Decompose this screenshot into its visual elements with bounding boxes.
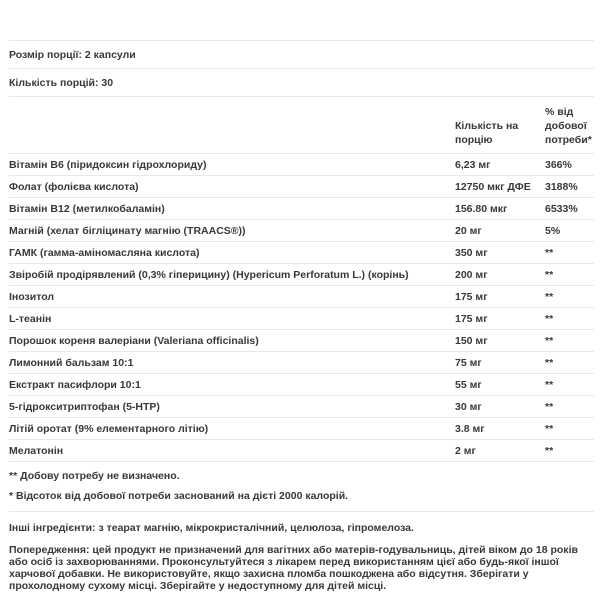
ingredient-name: Фолат (фолієва кислота) bbox=[9, 181, 139, 193]
ingredient-amount: 175 мг bbox=[455, 291, 488, 303]
ingredient-dv: 6533% bbox=[545, 203, 578, 215]
footnote-daily-value-basis: * Відсоток від добової потреби заснований на дієті 2000 калорій. bbox=[9, 490, 349, 502]
ingredient-dv: 3188% bbox=[545, 181, 578, 193]
ingredient-name: Магній (хелат бігліцинату магнію (TRAACS®)) bbox=[9, 225, 246, 237]
ingredient-row bbox=[9, 418, 594, 440]
ingredient-row bbox=[9, 198, 594, 220]
ingredient-name: Інозитол bbox=[9, 291, 55, 303]
ingredient-dv: 366% bbox=[545, 159, 572, 171]
ingredient-dv: 5% bbox=[545, 225, 561, 237]
ingredient-row bbox=[9, 374, 594, 396]
ingredient-dv: ** bbox=[545, 445, 554, 457]
ingredient-amount: 55 мг bbox=[455, 379, 482, 391]
ingredient-name: Мелатонін bbox=[9, 445, 64, 457]
ingredient-name: Екстракт пасифлори 10:1 bbox=[9, 379, 141, 391]
ingredient-dv: ** bbox=[545, 357, 554, 369]
other-ingredients-paragraph: Інші інгредієнти: з теарат магнію, мікрокристалічний, целюлоза, гіпромелоза. bbox=[9, 522, 414, 534]
ingredient-amount: 3.8 мг bbox=[455, 423, 485, 435]
ingredient-dv: ** bbox=[545, 247, 554, 259]
ingredient-dv: ** bbox=[545, 291, 554, 303]
ingredient-name: ГАМК (гамма-аміномасляна кислота) bbox=[9, 247, 200, 259]
serving-size-text: Розмір порції: 2 капсули bbox=[9, 49, 136, 61]
ingredient-dv: ** bbox=[545, 423, 554, 435]
ingredient-name: Звіробій продірявлений (0,3% гіперицину) (Hypericum Perforatum L.) (корінь) bbox=[9, 269, 409, 281]
ingredient-name: Порошок кореня валеріани (Valeriana officinalis) bbox=[9, 335, 259, 347]
ingredient-name: Лимонний бальзам 10:1 bbox=[9, 357, 134, 369]
servings-count-text: Кількість порцій: 30 bbox=[9, 77, 114, 89]
ingredient-row bbox=[9, 242, 594, 264]
ingredient-dv: ** bbox=[545, 401, 554, 413]
servings-count-row bbox=[9, 69, 594, 97]
ingredient-amount: 200 мг bbox=[455, 269, 488, 281]
ingredient-row bbox=[9, 396, 594, 418]
ingredient-name: Вітамін B12 (метилкобаламін) bbox=[9, 203, 165, 215]
ingredient-dv: ** bbox=[545, 269, 554, 281]
ingredient-row bbox=[9, 440, 594, 462]
ingredient-amount: 2 мг bbox=[455, 445, 476, 457]
serving-size-row bbox=[9, 41, 594, 69]
supplement-facts-panel bbox=[9, 40, 594, 592]
supplement-facts-table bbox=[9, 40, 594, 512]
ingredient-name: Вітамін B6 (піридоксин гідрохлориду) bbox=[9, 159, 207, 171]
ingredient-dv: ** bbox=[545, 335, 554, 347]
ingredient-row bbox=[9, 176, 594, 198]
ingredient-dv: ** bbox=[545, 379, 554, 391]
ingredient-amount: 350 мг bbox=[455, 247, 488, 259]
ingredient-row bbox=[9, 154, 594, 176]
ingredient-name: L-теанін bbox=[9, 313, 52, 325]
table-header-row bbox=[9, 97, 594, 154]
ingredient-amount: 150 мг bbox=[455, 335, 488, 347]
ingredient-name: 5-гідрокситриптофан (5-HTP) bbox=[9, 401, 160, 413]
ingredient-row bbox=[9, 286, 594, 308]
ingredient-row bbox=[9, 330, 594, 352]
ingredient-row bbox=[9, 308, 594, 330]
ingredient-row bbox=[9, 220, 594, 242]
footnotes-row bbox=[9, 462, 594, 512]
ingredient-amount: 75 мг bbox=[455, 357, 482, 369]
warning-paragraph: Попередження: цей продукт не призначений для вагітних або матерів-годувальниць, дітей віком до 18 років або осіб із захворюваннями. Проконсультуйтеся з лікарем перед використанням цієї або будь-якої іншої харчової добавки. Не використовуйте, якщо захисна пломба пошкоджена або відсутня. Зберігати у прохолодному сухому місці. Зберігайте у недоступному для дітей місці. bbox=[9, 544, 578, 592]
ingredient-amount: 156.80 мкг bbox=[455, 203, 508, 215]
ingredient-amount: 20 мг bbox=[455, 225, 482, 237]
column-header-dv: % від добової потреби* bbox=[545, 106, 592, 146]
ingredient-amount: 12750 мкг ДФЕ bbox=[455, 181, 531, 193]
ingredient-amount: 175 мг bbox=[455, 313, 488, 325]
ingredient-row bbox=[9, 264, 594, 286]
ingredient-amount: 6,23 мг bbox=[455, 159, 491, 171]
ingredient-dv: ** bbox=[545, 313, 554, 325]
column-header-blank bbox=[9, 97, 455, 154]
ingredient-amount: 30 мг bbox=[455, 401, 482, 413]
ingredient-row bbox=[9, 352, 594, 374]
column-header-amount: Кількість на порцію bbox=[455, 120, 519, 146]
ingredient-name: Літій оротат (9% елементарного літію) bbox=[9, 423, 209, 435]
footnote-dv-not-established: ** Добову потребу не визначено. bbox=[9, 470, 180, 482]
